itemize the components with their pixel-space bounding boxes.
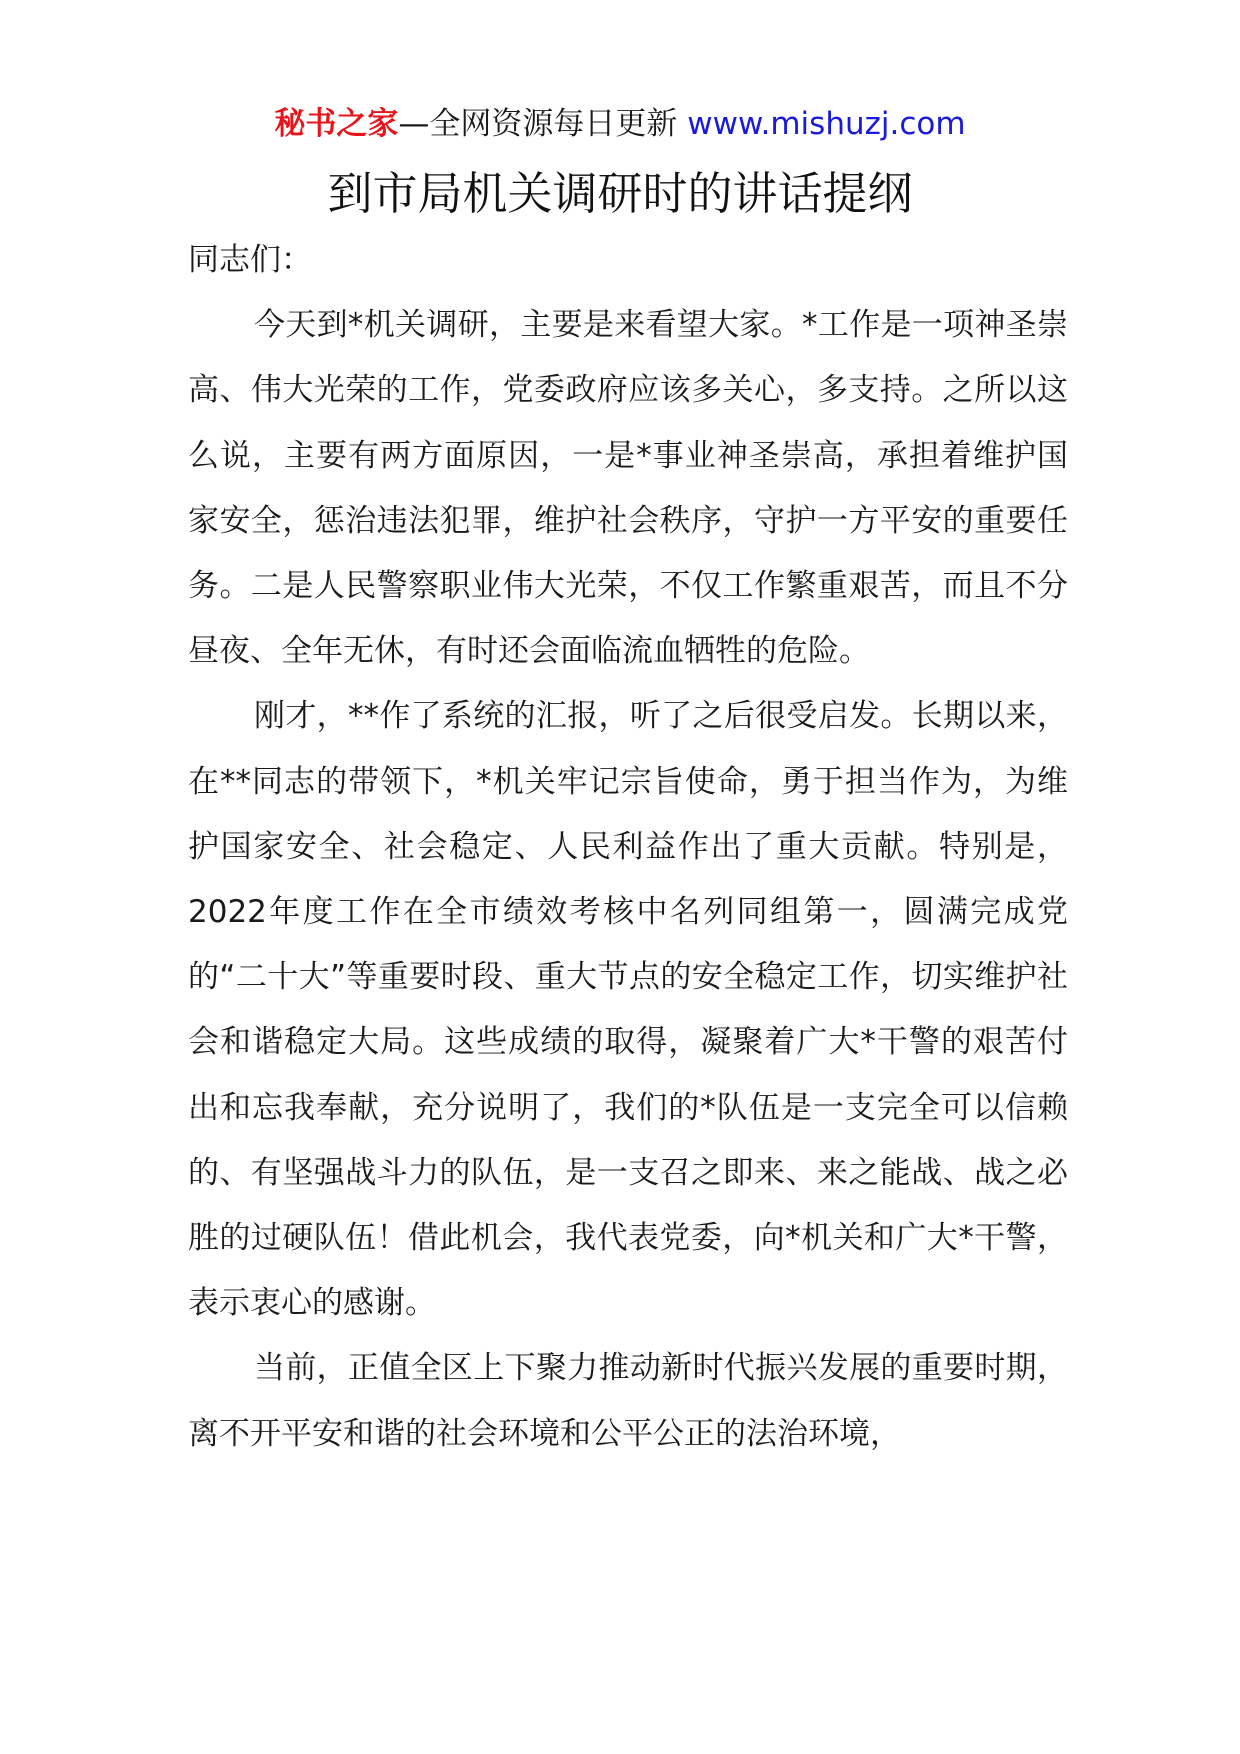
document-body xyxy=(188,228,1068,1467)
document-title: 到市局机关调研时的讲话提纲 xyxy=(327,167,913,220)
body-paragraph-1: 今天到*机关调研，主要是来看望大家。*工作是一项神圣崇高、伟大光荣的工作，党委政府应该多关心，多支持。之所以这么说，主要有两方面原因，一是*事业神圣崇高，承担着维护国家安全，惩治违法犯罪，维护社会秩序，守护一方平安的重要任务。二是人民警察职业伟大光荣，不仅工作繁重艰苦，而且不分昼夜、全年无休，有时还会面临流血牺牲的危险。 xyxy=(188,307,1068,670)
body-paragraph-3: 当前，正值全区上下聚力推动新时代振兴发展的重要时期，离不开平安和谐的社会环境和公平公正的法治环境， xyxy=(188,1350,1068,1452)
site-url-link[interactable]: www.mishuzj.com xyxy=(687,106,966,142)
body-paragraph-2: 刚才，**作了系统的汇报，听了之后很受启发。长期以来，在**同志的带领下，*机关牢记宗旨使命，勇于担当作为，为维护国家安全、社会稳定、人民利益作出了重大贡献。特别是，2022年度工作在全市绩效考核中名列同组第一，圆满完成党的“二十大”等重要时段、重大节点的安全稳定工作，切实维护社会和谐稳定大局。这些成绩的取得，凝聚着广大*干警的艰苦付出和忘我奉献，充分说明了，我们的*队伍是一支完全可以信赖的、有坚强战斗力的队伍，是一支召之即来、来之能战、战之必胜的过硬队伍！借此机会，我代表党委，向*机关和广大*干警，表示衷心的感谢。 xyxy=(188,698,1068,1322)
site-brand: 秘书之家 xyxy=(274,106,399,142)
site-header xyxy=(0,100,1240,148)
site-slogan: —全网资源每日更新 xyxy=(398,106,678,142)
salutation: 同志们： xyxy=(188,242,312,278)
